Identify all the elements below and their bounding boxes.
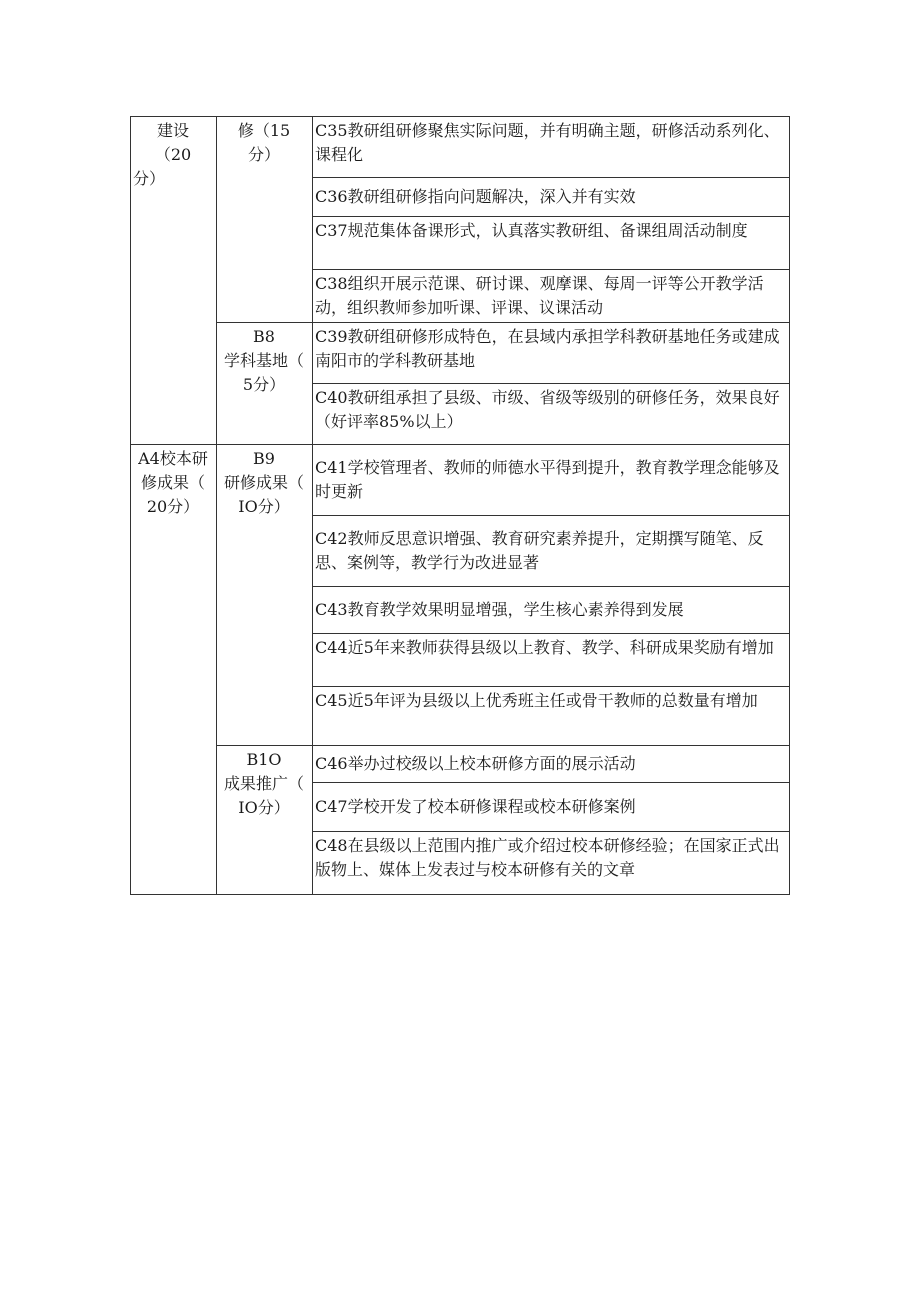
criterion-c44: C44近5年来教师获得县级以上教育、教学、科研成果奖励有增加: [313, 634, 790, 687]
criterion-c39: C39教研组研修形成特色，在县域内承担学科教研基地任务或建成南阳市的学科教研基地: [313, 323, 790, 384]
subcategory-b10-line: 成果推广（: [223, 774, 304, 793]
criterion-c37: C37规范集体备课形式，认真落实教研组、备课组周活动制度: [313, 217, 790, 270]
subcategory-b7-line: 修（15: [237, 121, 291, 140]
criterion-c45: C45近5年评为县级以上优秀班主任或骨干教师的总数量有增加: [313, 687, 790, 746]
subcategory-b8-cell: [217, 323, 313, 445]
criterion-c46: C46举办过校级以上校本研修方面的展示活动: [313, 746, 790, 783]
category-a3-line: 建设: [156, 121, 189, 140]
table-row: [131, 323, 790, 384]
subcategory-b10-cell: [217, 746, 313, 895]
category-a4-cell: [131, 445, 217, 895]
subcategory-b9-line: IO分）: [238, 497, 290, 516]
criterion-c40: C40教研组承担了县级、市级、省级等级别的研修任务，效果良好（好评率85%以上）: [313, 384, 790, 445]
criterion-c48: C48在县级以上范围内推广或介绍过校本研修经验；在国家正式出版物上、媒体上发表过与校本研修有关的文章: [313, 832, 790, 895]
evaluation-table: [130, 116, 790, 895]
subcategory-b9-line: B9: [253, 449, 275, 468]
table-row: [131, 445, 790, 516]
category-a3-cell: [131, 117, 217, 445]
subcategory-b8-line: B8: [253, 327, 275, 346]
criterion-c36: C36教研组研修指向问题解决，深入并有实效: [313, 178, 790, 217]
category-a4-line: 修成果（: [140, 473, 205, 492]
criterion-c38: C38组织开展示范课、研讨课、观摩课、每周一评等公开教学活动，组织教师参加听课、评课、议课活动: [313, 270, 790, 323]
category-a3-line: 分）: [133, 169, 166, 188]
category-a4-line: 20分）: [146, 497, 200, 516]
subcategory-b9-cell: [217, 445, 313, 746]
subcategory-b7-line: 分）: [247, 145, 280, 164]
criterion-c42: C42教师反思意识增强、教育研究素养提升，定期撰写随笔、反思、案例等，教学行为改进显著: [313, 516, 790, 587]
subcategory-b8-line: 5分）: [242, 375, 286, 394]
subcategory-b10-line: B1O: [246, 750, 282, 769]
table-row: [131, 746, 790, 783]
criterion-c41: C41学校管理者、教师的师德水平得到提升，教育教学理念能够及时更新: [313, 445, 790, 516]
subcategory-b10-line: IO分）: [238, 798, 290, 817]
criterion-c47: C47学校开发了校本研修课程或校本研修案例: [313, 783, 790, 832]
criterion-c35: C35教研组研修聚焦实际问题，并有明确主题，研修活动系列化、课程化: [313, 117, 790, 178]
category-a4-line: A4校本研: [138, 449, 208, 468]
subcategory-b7-cell: [217, 117, 313, 323]
category-a3-line: （20: [154, 145, 192, 164]
criterion-c43: C43教育教学效果明显增强，学生核心素养得到发展: [313, 587, 790, 634]
subcategory-b8-line: 学科基地（: [223, 351, 304, 370]
table-row: [131, 117, 790, 178]
subcategory-b9-line: 研修成果（: [223, 473, 304, 492]
